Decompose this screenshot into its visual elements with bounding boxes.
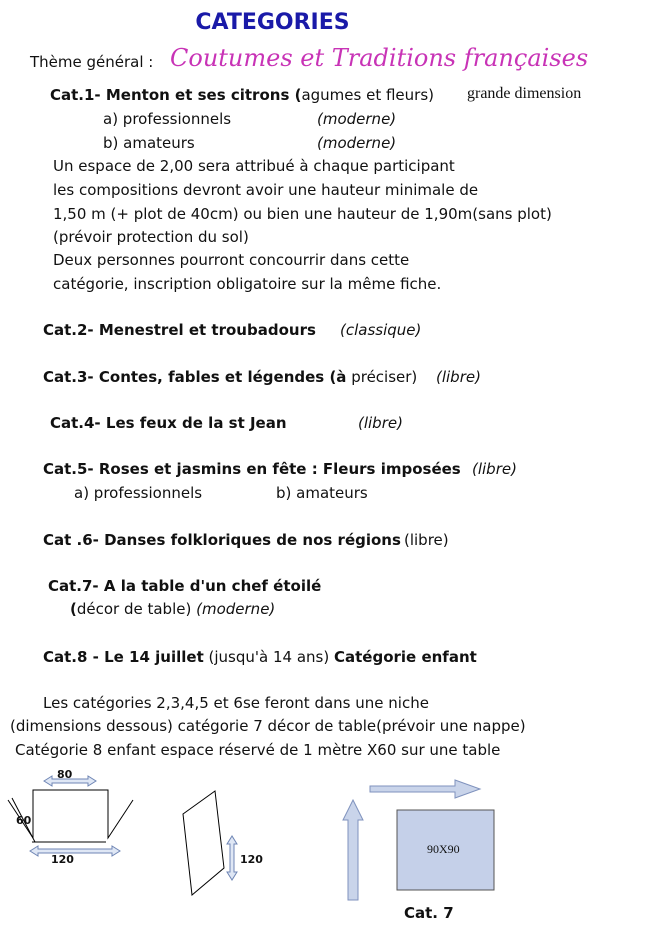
cat3-head-rest: préciser) <box>351 368 418 386</box>
cat1-line: Un espace de 2,00 sera attribué à chaque participant <box>53 157 455 175</box>
niche-top-label: 80 <box>57 768 73 781</box>
footer-line: Les catégories 2,3,4,5 et 6se feront dans une niche <box>43 694 429 712</box>
cat8-age: (jusqu'à 14 ans) <box>208 648 330 666</box>
table-box-label: 90X90 <box>427 842 460 856</box>
page-title: CATEGORIES <box>195 10 350 35</box>
cat5-option-a: a) professionnels <box>74 484 203 502</box>
cat7-caption: Cat. 7 <box>404 904 454 922</box>
arrow-up <box>343 800 363 900</box>
cat3-head: Cat.3- Contes, fables et légendes (à <box>43 368 347 386</box>
cat3-style: (libre) <box>436 368 481 386</box>
cat1-option-b-style: (moderne) <box>317 134 397 152</box>
arrow-right <box>370 780 480 798</box>
cat1-line: (prévoir protection du sol) <box>53 228 249 246</box>
cat1-size-note: grande dimension <box>467 85 582 102</box>
cat1-option-a-style: (moderne) <box>317 110 397 128</box>
cat6-style: (libre) <box>404 531 449 549</box>
cat2-style: (classique) <box>340 321 422 339</box>
cat6-heading: Cat .6- Danses folkloriques de nos régions <box>43 531 401 549</box>
cat5-style: (libre) <box>472 460 517 478</box>
footer-line: Catégorie 8 enfant espace réservé de 1 mètre X60 sur une table <box>15 741 501 759</box>
cat7-sub-open: ( <box>70 600 77 618</box>
cat1-option-a: a) professionnels <box>103 110 232 128</box>
cat8-tail: Catégorie enfant <box>334 648 477 666</box>
cat1-head-rest: agumes et fleurs) <box>301 86 434 104</box>
theme-label: Thème général : <box>30 53 154 71</box>
cat2-heading: Cat.2- Menestrel et troubadours <box>43 321 316 339</box>
cat1-line: 1,50 m (+ plot de 40cm) ou bien une hauteur de 1,90m(sans plot) <box>53 205 552 223</box>
niche-bottom-label: 120 <box>51 853 74 866</box>
cat7-heading: Cat.7- A la table d'un chef étoilé <box>48 577 322 595</box>
panel-shape <box>183 791 224 895</box>
table-diagram <box>343 780 494 900</box>
cat7-sub: décor de table) <box>76 600 192 618</box>
cat1-line: Deux personnes pourront concourrir dans cette <box>53 251 410 269</box>
cat1-line: catégorie, inscription obligatoire sur la même fiche. <box>53 275 442 293</box>
niche-side-label: 60 <box>16 814 32 827</box>
cat4-style: (libre) <box>358 414 403 432</box>
panel-diagram <box>183 791 237 895</box>
theme-value: Coutumes et Traditions françaises <box>170 44 589 72</box>
panel-height-label: 120 <box>240 853 263 866</box>
arrow-vertical-120 <box>227 836 237 880</box>
arrow-120 <box>30 846 120 856</box>
cat4-heading: Cat.4- Les feux de la st Jean <box>50 414 287 432</box>
cat1-head: Cat.1- Menton et ses citrons ( <box>50 86 302 104</box>
cat1-line: les compositions devront avoir une hauteur minimale de <box>53 181 479 199</box>
cat1-option-b: b) amateurs <box>103 134 195 152</box>
cat5-option-b: b) amateurs <box>276 484 368 502</box>
cat7-style: (moderne) <box>196 600 276 618</box>
cat5-heading: Cat.5- Roses et jasmins en fête : Fleurs imposées <box>43 460 461 478</box>
cat8-head: Cat.8 - Le 14 juillet <box>43 648 204 666</box>
footer-line: (dimensions dessous) catégorie 7 décor de table(prévoir une nappe) <box>10 717 526 735</box>
